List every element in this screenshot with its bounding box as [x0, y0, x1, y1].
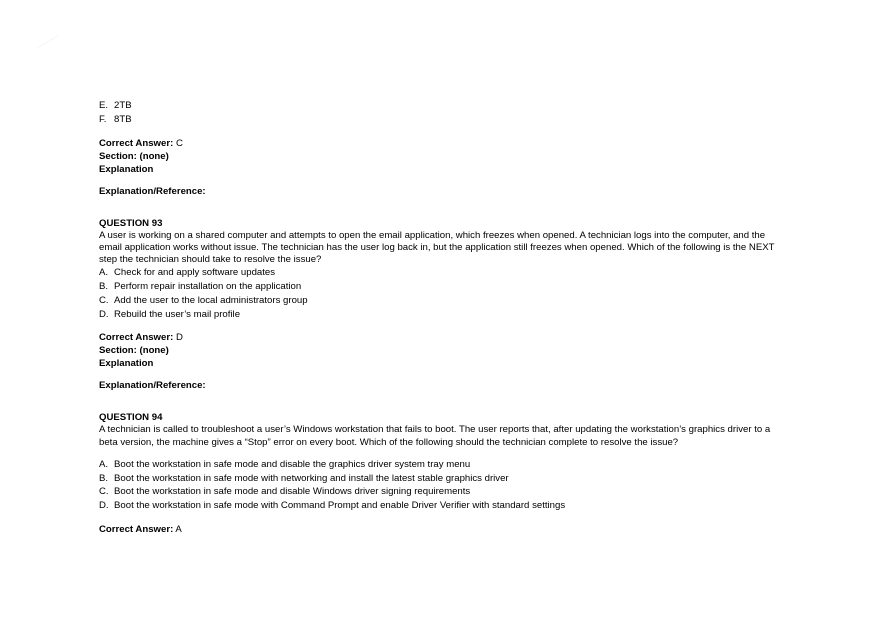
q93-correct-answer: Correct Answer: D — [99, 332, 183, 344]
prev-options-list — [99, 99, 779, 127]
question-93-title: QUESTION 93 — [99, 217, 163, 229]
document-page — [99, 99, 779, 536]
q94-option-b: B. Boot the workstation in safe mode with networking and install the latest stable graphics driver — [99, 472, 509, 484]
faint-watermark-mark — [37, 35, 66, 62]
q93-explanation-reference: Explanation/Reference: — [99, 380, 206, 392]
option-f: F. 8TB — [99, 113, 132, 125]
question-94-title: QUESTION 94 — [99, 412, 163, 424]
question-94-options — [99, 458, 779, 513]
question-93-options — [99, 266, 779, 321]
q93-option-a: A. Check for and apply software updates — [99, 267, 276, 279]
q94-option-c: C. Boot the workstation in safe mode and disable Windows driver signing requirements — [99, 486, 471, 498]
q93-option-d: D. Rebuild the user’s mail profile — [99, 308, 241, 320]
question-93-text: A user is working on a shared computer and attempts to open the email application, which freezes when opened. A technician logs into the computer, and the email application works without issue. The technician has the user log back in, but the application still freezes when opened. Which of the following is the NEXT step the technician should take to resolve the issue? — [99, 229, 775, 265]
q93-option-c: C. Add the user to the local administrators group — [99, 294, 308, 306]
q94-option-d: D. Boot the workstation in safe mode with Command Prompt and enable Driver Verifier with standard settings — [99, 500, 566, 512]
prev-explanation: Explanation — [99, 163, 154, 175]
q93-explanation: Explanation — [99, 358, 154, 370]
prev-correct-answer: Correct Answer: C — [99, 137, 183, 149]
q94-correct-answer: Correct Answer: A — [99, 523, 182, 535]
prev-explanation-reference: Explanation/Reference: — [99, 185, 206, 197]
prev-section: Section: (none) — [99, 150, 169, 162]
option-e: E. 2TB — [99, 100, 132, 111]
question-94-text: A technician is called to troubleshoot a user’s Windows workstation that fails to boot. The user reports that, after updating the workstation’s graphics driver to a beta version, the machine gives a “Stop” error on every boot. Which of the following should the technician complete to resolve the issue? — [99, 424, 771, 448]
q93-section: Section: (none) — [99, 345, 169, 357]
q93-option-b: B. Perform repair installation on the application — [99, 281, 302, 292]
q94-option-a: A. Boot the workstation in safe mode and disable the graphics driver system tray menu — [99, 458, 471, 470]
